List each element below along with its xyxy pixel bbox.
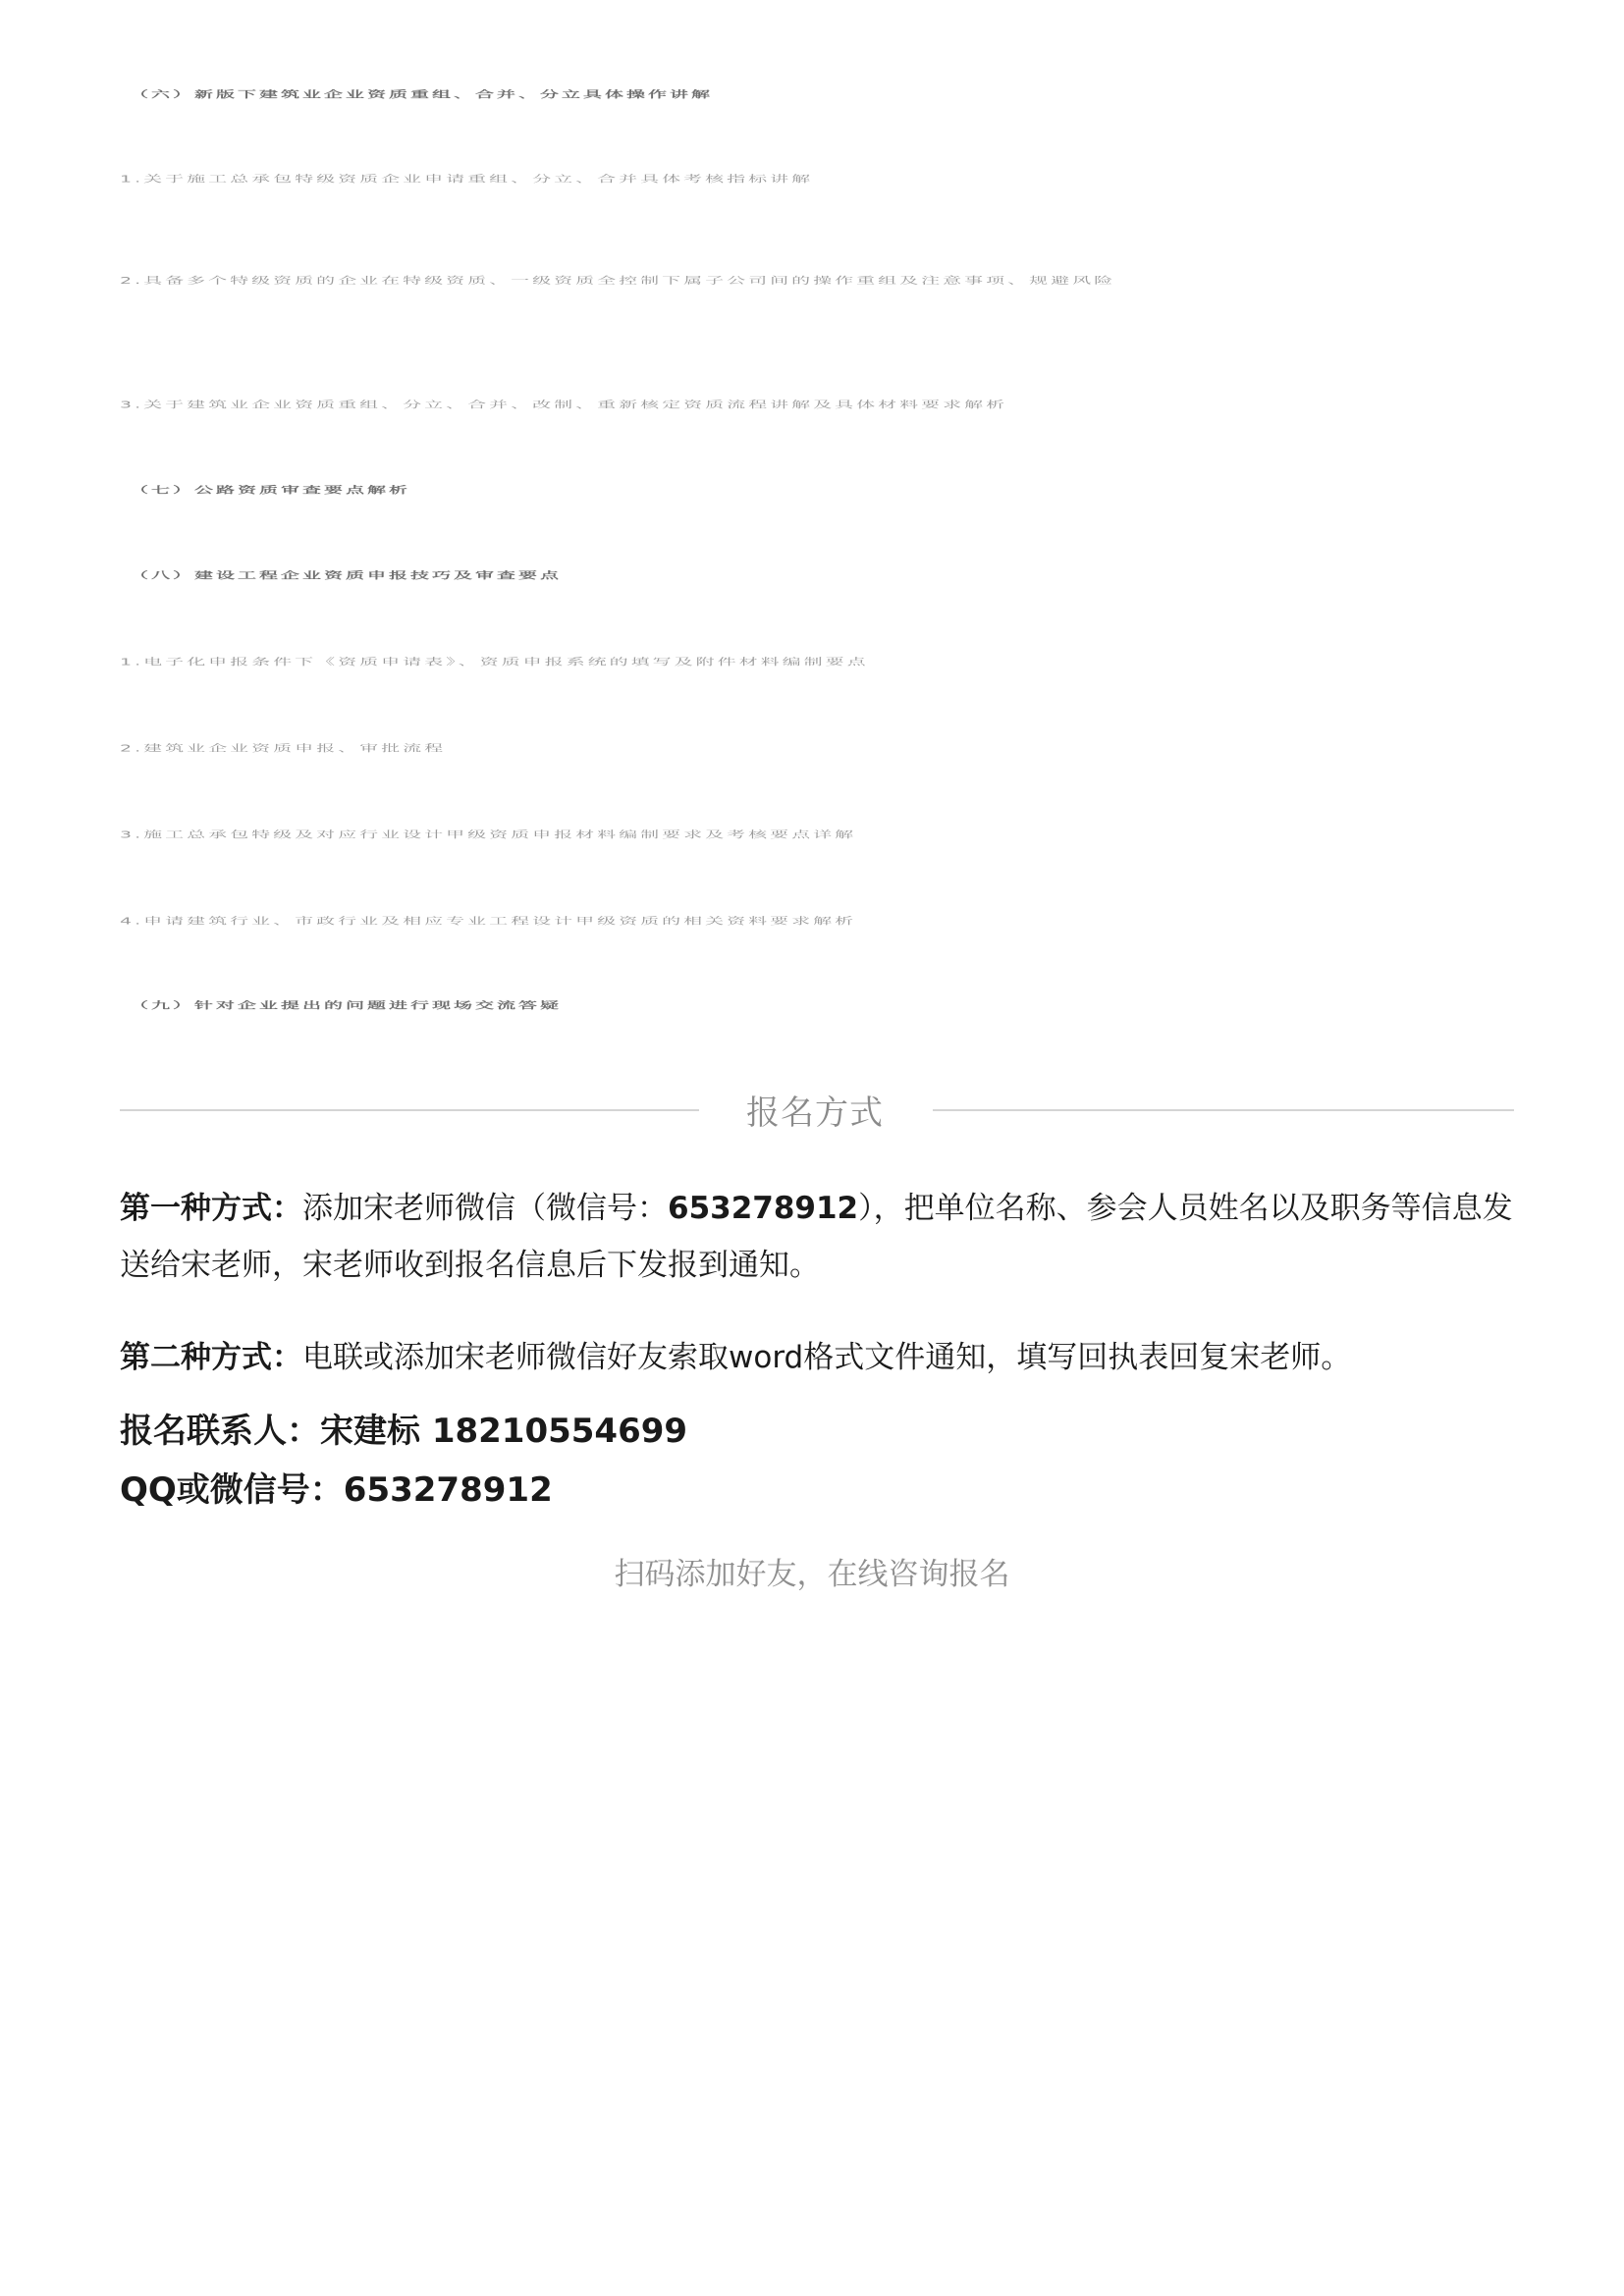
outline-item-6-1: 1.关于施工总承包特级资质企业申请重组、分立、合并具体考核指标讲解 xyxy=(120,173,814,185)
divider-left xyxy=(120,1109,699,1111)
method-one-text: 添加宋老师微信（微信号： xyxy=(302,1191,668,1226)
outline-heading-6: （六）新版下建筑业企业资质重组、合并、分立具体操作讲解 xyxy=(130,88,714,100)
outline-item-8-4: 4.申请建筑行业、市政行业及相应专业工程设计甲级资质的相关资料要求解析 xyxy=(120,915,857,927)
method-one-text-after: ），把单位名称、参会人员姓名以及职务等信息发送给宋老师，宋老师收到报名信息后下发报到通知。 xyxy=(120,1191,1513,1283)
outline-heading-9: （九）针对企业提出的问题进行现场交流答疑 xyxy=(130,999,563,1011)
outline-heading-8: （八）建设工程企业资质申报技巧及审查要点 xyxy=(130,569,563,581)
qq-wechat-number: QQ或微信号：653278912 xyxy=(120,1470,553,1510)
method-two-paragraph xyxy=(120,1329,1514,1386)
divider-right xyxy=(933,1109,1514,1111)
outline-item-8-1: 1.电子化申报条件下《资质申请表》、资质申报系统的填写及附件材料编制要点 xyxy=(120,656,869,667)
method-one-label: 第一种方式： xyxy=(120,1191,302,1226)
outline-item-6-2: 2.具备多个特级资质的企业在特级资质、一级资质全控制下属子公司间的操作重组及注意事项、规避风险 xyxy=(120,275,1116,287)
outline-heading-7: （七）公路资质审查要点解析 xyxy=(130,484,411,496)
contact-person: 报名联系人：宋建标 18210554699 xyxy=(120,1412,688,1451)
method-one-wechat-id: 653278912 xyxy=(668,1191,859,1226)
section-title: 报名方式 xyxy=(746,1094,884,1133)
method-two-text: 电联或添加宋老师微信好友索取word格式文件通知，填写回执表回复宋老师。 xyxy=(302,1340,1352,1375)
qr-caption: 扫码添加好友，在线咨询报名 xyxy=(614,1557,1010,1592)
outline-item-8-2: 2.建筑业企业资质申报、审批流程 xyxy=(120,742,447,754)
method-one-paragraph xyxy=(120,1180,1514,1294)
method-two-label: 第二种方式： xyxy=(120,1340,302,1375)
outline-item-8-3: 3.施工总承包特级及对应行业设计甲级资质申报材料编制要求及考核要点详解 xyxy=(120,828,857,840)
outline-item-6-3: 3.关于建筑业企业资质重组、分立、合并、改制、重新核定资质流程讲解及具体材料要求解析 xyxy=(120,399,1008,410)
